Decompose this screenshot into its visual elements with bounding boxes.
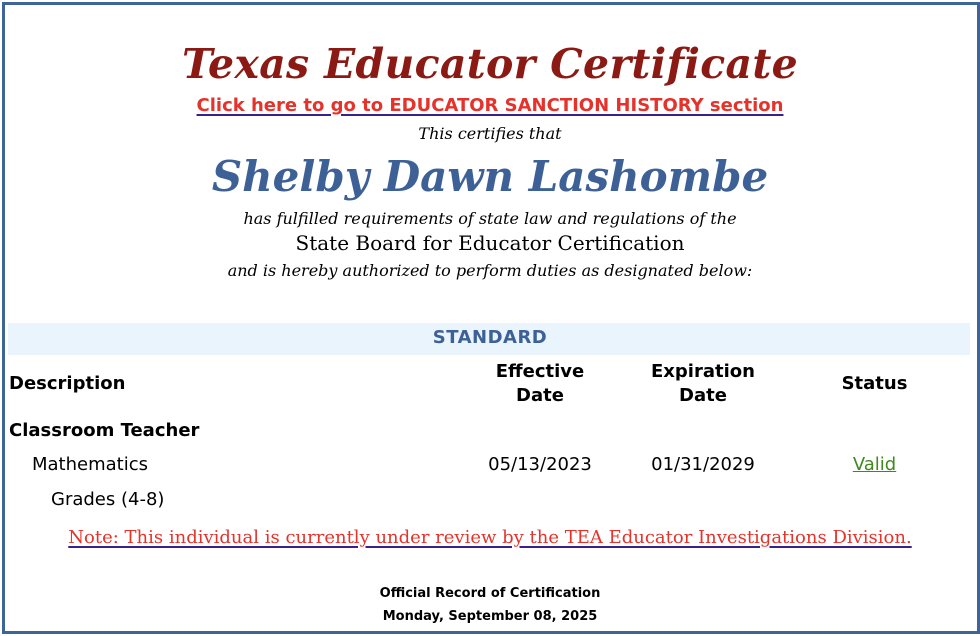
role-title: Classroom Teacher [9,420,200,441]
official-record-date: Monday, September 08, 2025 [382,609,598,624]
certificate-grades: Grades (4-8) [51,489,165,510]
status-cell [817,454,932,475]
header-status: Status [841,373,908,394]
status-valid-link[interactable]: Valid [852,454,897,475]
certifies-text: This certifies that [418,124,562,143]
sanction-history-link[interactable]: Click here to go to EDUCATOR SANCTION HISTORY section [196,95,784,116]
header-description: Description [9,373,126,394]
section-label: STANDARD [432,327,548,348]
header-expiration-date: Expiration Date [651,361,755,406]
header-effective-date: Effective Date [495,361,585,406]
certificate-subject: Mathematics [32,454,148,475]
holder-name: Shelby Dawn Lashombe [211,152,769,201]
sanction-history-link-container [0,95,980,116]
board-name: State Board for Educator Certification [295,231,685,255]
investigation-note-container [0,527,980,548]
fulfilled-text: has fulfilled requirements of state law and regulations of the [243,209,737,228]
investigation-note-link[interactable]: Note: This individual is currently under review by the TEA Educator Investigations Division. [68,527,912,548]
authorized-text: and is hereby authorized to perform duties as designated below: [227,261,753,280]
expiration-date-value: 01/31/2029 [651,454,755,475]
effective-date-value: 05/13/2023 [488,454,592,475]
certificate-title: Texas Educator Certificate [181,40,799,88]
official-record-label: Official Record of Certification [379,586,601,601]
